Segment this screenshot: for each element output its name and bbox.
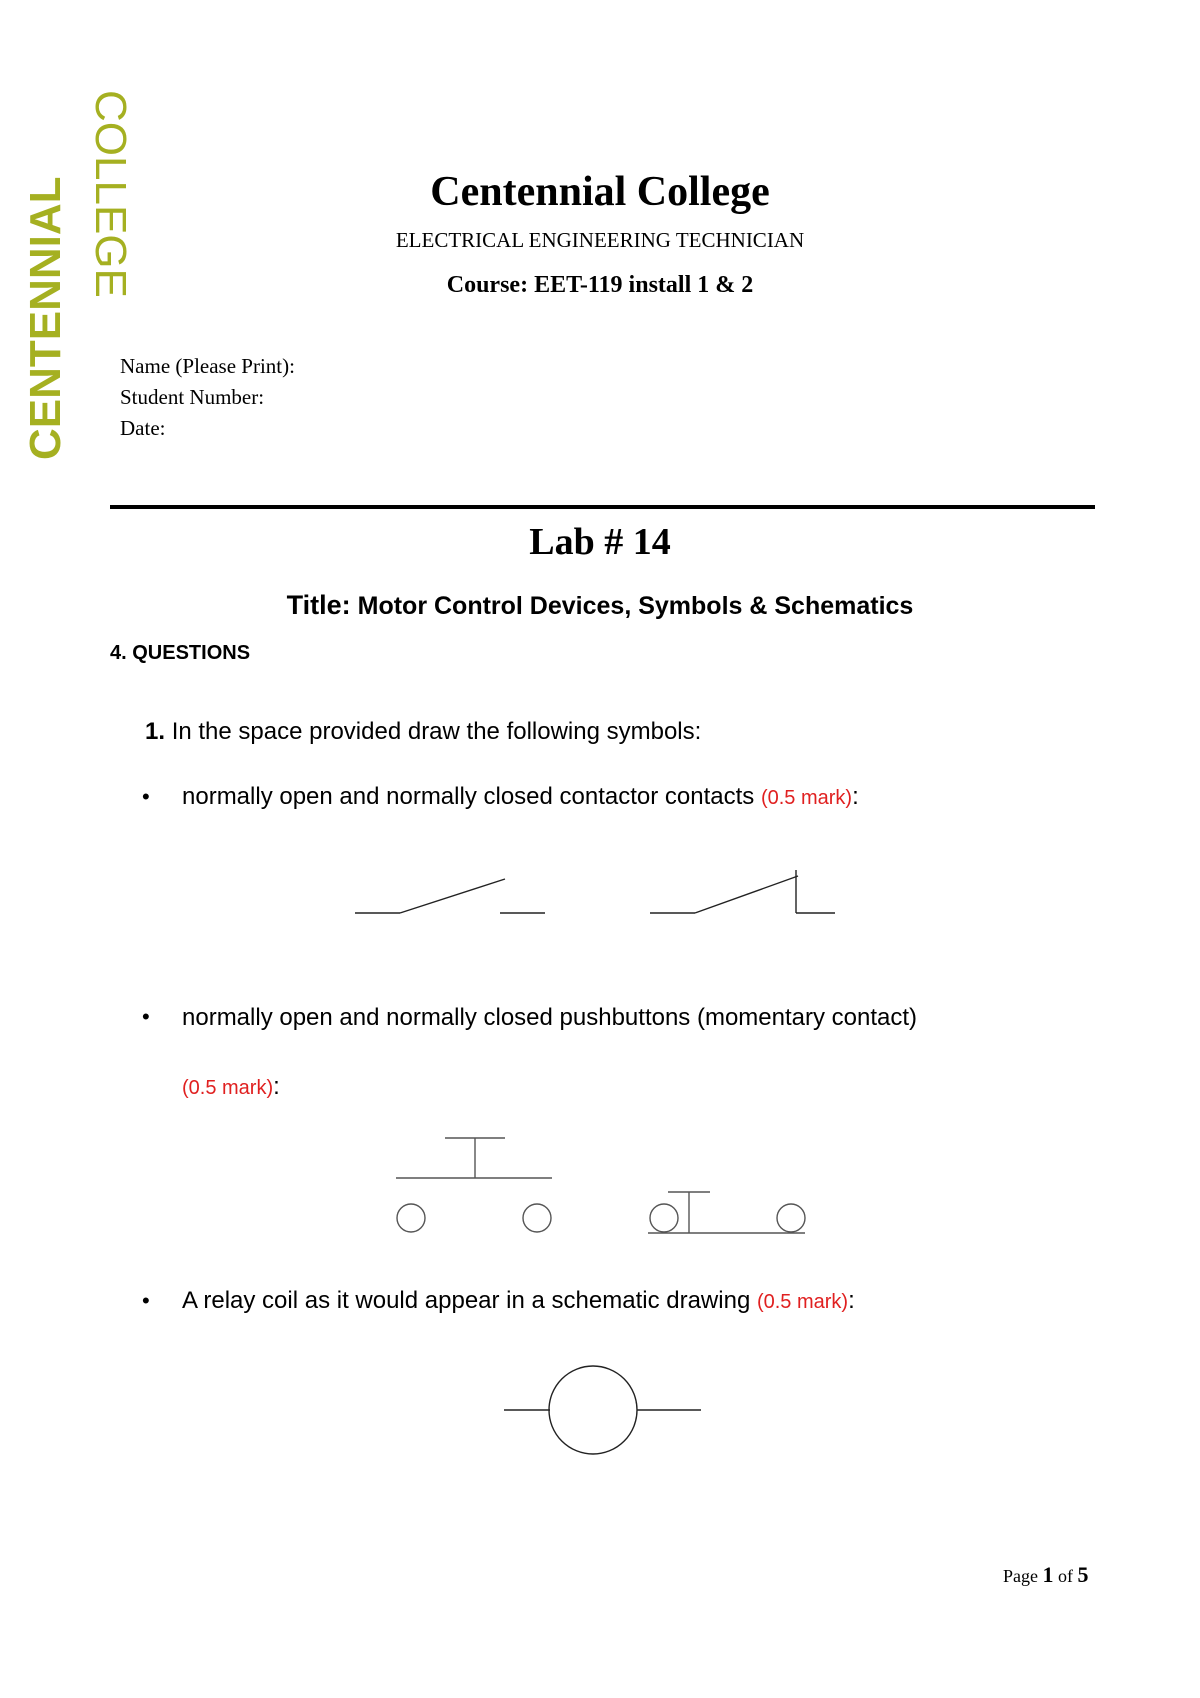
item-contactor-contacts <box>182 783 859 811</box>
title-label: Title: <box>286 590 351 620</box>
title-text: Motor Control Devices, Symbols & Schematics <box>357 592 914 620</box>
lab-title <box>0 590 1200 621</box>
nc-pb-left-terminal <box>650 1204 678 1232</box>
mark-label: (0.5 mark) <box>182 1077 274 1099</box>
logo-centennial-text: CENTENNIAL <box>21 176 70 460</box>
of-label: of <box>1058 1566 1073 1586</box>
current-page: 1 <box>1042 1562 1054 1587</box>
no-pb-left-terminal <box>397 1204 425 1232</box>
item-text: A relay coil as it would appear in a schematic drawing <box>182 1287 751 1314</box>
bullet-icon: • <box>142 1004 150 1029</box>
mark-label: (0.5 mark) <box>760 787 853 809</box>
college-title: Centennial College <box>430 169 770 215</box>
item-text: normally open and normally closed contactor contacts <box>182 783 755 810</box>
question-number: 1. <box>145 718 166 745</box>
bullet-icon: • <box>142 1288 150 1313</box>
item-relay-coil <box>182 1287 855 1315</box>
relay-coil-symbol <box>549 1366 637 1454</box>
pushbuttons-drawing <box>390 1130 830 1245</box>
student-number-field-label: Student Number: <box>120 385 265 409</box>
no-pb-right-terminal <box>523 1204 551 1232</box>
logo-college-text: COLLEGE <box>86 90 135 298</box>
course-title: Course: EET-119 install 1 & 2 <box>446 272 754 298</box>
date-field-label: Date: <box>120 416 166 440</box>
question-text: In the space provided draw the following symbols: <box>171 718 702 745</box>
item-text: normally open and normally closed pushbuttons (momentary contact) <box>182 1004 918 1031</box>
lab-number: Lab # 14 <box>529 521 671 563</box>
item-pushbuttons <box>182 1004 917 1032</box>
item-pushbuttons-mark <box>182 1073 280 1101</box>
page-label: Page <box>1003 1566 1038 1586</box>
page-number <box>1003 1562 1089 1588</box>
relay-coil-drawing <box>500 1360 710 1460</box>
name-field-label: Name (Please Print): <box>120 354 295 378</box>
question-1 <box>145 718 701 746</box>
mark-label: (0.5 mark) <box>756 1291 849 1313</box>
nc-contact-blade <box>695 876 798 913</box>
item-suffix: : <box>273 1073 280 1100</box>
item-suffix: : <box>852 783 859 810</box>
horizontal-rule <box>110 505 1095 509</box>
total-pages: 5 <box>1077 1562 1089 1587</box>
item-suffix: : <box>848 1287 855 1314</box>
nc-pb-right-terminal <box>777 1204 805 1232</box>
contactor-contacts-drawing <box>350 860 850 920</box>
section-heading: 4. QUESTIONS <box>110 642 251 664</box>
no-contact-blade <box>400 879 505 913</box>
bullet-icon: • <box>142 784 150 809</box>
program-name: ELECTRICAL ENGINEERING TECHNICIAN <box>395 228 805 252</box>
